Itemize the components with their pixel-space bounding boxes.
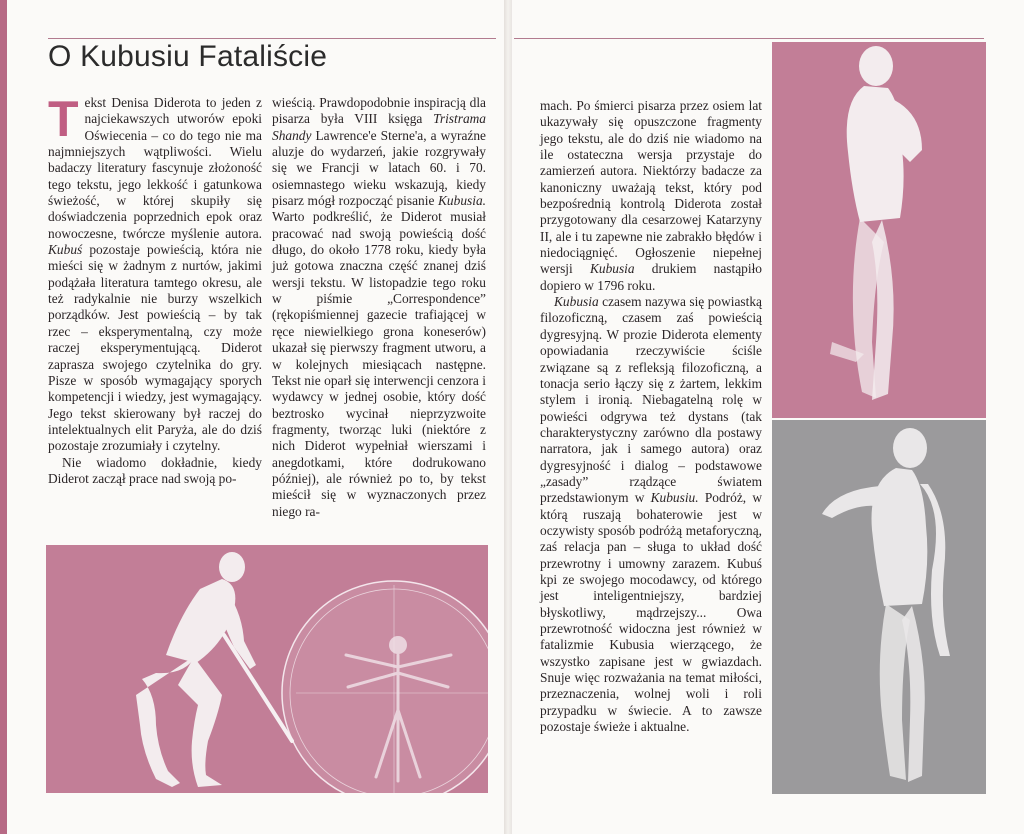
- header-rule-left: [48, 38, 496, 39]
- illustration-walking-man: [46, 545, 488, 793]
- drop-cap: T: [48, 91, 79, 147]
- standing-figure-side: [830, 46, 922, 400]
- paragraph-5: Kubusia czasem nazywa się powiastką filozoficzną, czasem zaś powieścią dygresyjną. W prozie Diderota elementy opowiadania rzeczywiście ściśle związane są z refleksją filozoficzną, a tonacja serio łączy się z żartem, lekkim stylem i ironią. Niebagatelną rolę w powieści odgrywa też dystans (tak charakterystyczny zarówno dla postawy narratora, jak i samego autora) oraz dygresyjność i dialog – podstawowe „zasady” rządzące światem przedstawionym w Kubusiu. Podróż, w którą ruszają bohaterowie jest w oczywisty sposób podróżą metaforyczną, zaś relacja pan – sługa to układ dość przewrotny i umowny zarazem. Kubuś kpi ze swojego mocodawcy, od którego jest inteligentniejszy, bardziej błyskotliwy, mądrzejszy... Owa przewrotność widoczna jest również w fatalizmie Kubusia wierzącego, że wszystko zapisane jest w gwiazdach. Snuje więc rozważania na temat miłości, przeznaczenia, wolnej woli i roli przypadku w świecie. A to zawsze pozostaje świeże i aktualne.: [540, 294, 762, 735]
- vitruvian-sphere: [282, 581, 488, 793]
- header-rule-right: [514, 38, 984, 39]
- paragraph-3: wieścią. Prawdopodobnie inspiracją dla pisarza była VIII księga Tristrama Shandy Lawrence'e Sterne'a, a wyraźne aluzje do wydarzeń, jakie rozgrywały się we Francji w latach 60. i 70. osiemnastego wieku wskazują, kiedy pisarz mógł rozpocząć pisanie Kubusia. Warto podkreślić, że Diderot musiał pracować nad swoją powieścią dość długo, do około 1778 roku, kiedy była już gotowa znaczna część znanej dziś wersji tekstu. W listopadzie tego roku w piśmie „Correspondence” (rękopiśmiennej gazecie trafiającej w ręce niewielkiego grona koneserów) ukazał się pierwszy fragment utworu, a w kolejnych miesiącach następne. Tekst nie oparł się interwencji cenzora i wydawcy w jednej osobie, który dość beztrosko wycinał nieprzyzwoite fragmenty, tworząc luki (niektóre z nich Diderot wypełniał wierszami i anegdotkami, które dodrukowano później), ale również po to, by tekst mieścił się w wyznaczonych przez niego ra-: [272, 95, 486, 519]
- page-edge-accent: [0, 0, 7, 834]
- walking-figure: [136, 552, 256, 787]
- article-title: O Kubusiu Fataliście: [48, 40, 328, 73]
- book-spine: [504, 0, 512, 834]
- illustration-figure-side-grey: [772, 420, 986, 794]
- paragraph-4: mach. Po śmierci pisarza przez osiem lat ukazywały się opuszczone fragmenty jego tekstu, ale do dziś nie wiadomo na ile ostateczna wersja przystaje do zamierzeń autora. Niektórzy badacze za kanoniczny uważają tekst, który pod bezpośrednią kontrolą Diderota został przygotowany dla cesarzowej Katarzyny II, ale i tu zapewne nie zabrakło błędów i niedociągnięć. Ogłoszenie niepełnej wersji Kubusia drukiem nastąpiło dopiero w 1796 roku.: [540, 98, 762, 293]
- text-column-2: [272, 95, 486, 520]
- illustration-figure-side-pink: [772, 42, 986, 418]
- paragraph-1: Tekst Denisa Diderota to jeden z najciekawszych utworów epoki Oświecenia – co do tego nie ma najmniejszych wątpliwości. Wielu badaczy literatury fascynuje złożoność tego tekstu, jego lekkość i gatunkowa świeżość, w której skupiły się doświadczenia poprzednich epok oraz nowoczesne, twórcze myślenie autora. Kubuś pozostaje powieścią, która nie mieści się w żadnym z nurtów, jakimi podążała literatura tamtego okresu, ale też radykalnie nie burzy wszelkich porządków. Jest powieścią – by tak rzec – eksperymentalną, czy może raczej eksperymentującą. Diderot zaprasza swojego czytelnika do gry. Pisze w sposób wymagający sporych kompetencji i wiedzy, jest wymagający. Jego tekst skierowany był raczej do intelektualnych elit Paryża, ale do dziś pozostaje zrozumiały i czytelny.: [48, 91, 262, 454]
- standing-figure-grey: [822, 428, 950, 782]
- paragraph-2: Nie wiadomo dokładnie, kiedy Diderot zaczął prace nad swoją po-: [48, 454, 262, 486]
- text-column-3: [540, 98, 762, 735]
- text-column-1: [48, 91, 262, 487]
